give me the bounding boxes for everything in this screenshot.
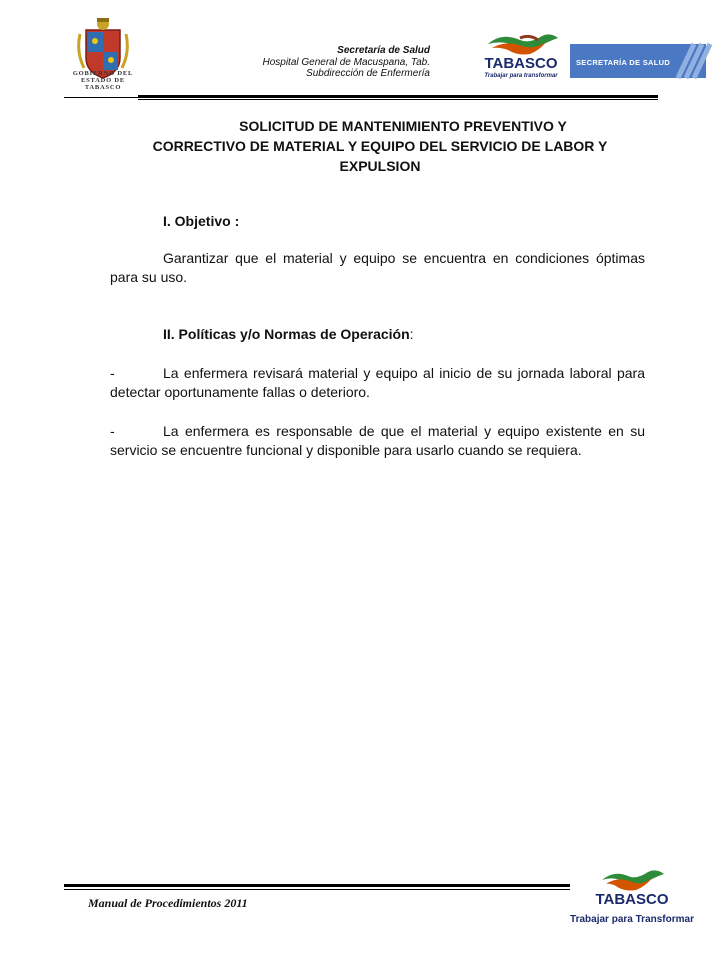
politica-text: La enfermera revisará material y equipo al inicio de su jornada laboral para detectar oportunamente fallas o deterioro. — [110, 365, 645, 400]
bullet: - — [110, 365, 115, 381]
secretaria-salud-logo — [570, 44, 706, 78]
politica-item — [110, 364, 645, 402]
politica-text: La enfermera es responsable de que el material y equipo existente en su servicio se encuentre funcional y disponible para usarlo cuando se requiera. — [110, 423, 645, 458]
header-text-block — [262, 45, 430, 80]
secretaria-salud-logo-text: SECRETARÍA DE SALUD — [576, 58, 671, 67]
header-rule — [64, 97, 138, 98]
stripes-icon — [672, 44, 706, 78]
crest-caption-line: GOBIERNO DEL — [72, 70, 134, 77]
politicas-heading-colon: : — [409, 326, 414, 342]
crest-caption-line: ESTADO DE — [80, 77, 126, 84]
section-heading-politicas — [163, 326, 414, 342]
tabasco-logo-word: TABASCO — [484, 55, 558, 72]
footer-manual-text: Manual de Procedimientos 2011 — [88, 896, 248, 910]
footer-logo-slogan: Trabajar para Transformar — [570, 914, 694, 925]
header-rule — [138, 95, 658, 98]
crest-caption-line: TABASCO — [84, 84, 122, 91]
footer-rule — [64, 889, 570, 890]
bullet: - — [110, 423, 115, 439]
title-line: SOLICITUD DE MANTENIMIENTO PREVENTIVO Y — [239, 118, 567, 134]
header-line-subdireccion: Subdirección de Enfermería — [306, 68, 430, 79]
objetivo-text: Garantizar que el material y equipo se encuentra en condiciones óptimas para su uso. — [110, 250, 645, 285]
objetivo-paragraph — [110, 249, 645, 287]
header-rule — [138, 99, 658, 100]
politica-item — [110, 422, 645, 460]
footer-rule — [64, 884, 570, 887]
politicas-heading-text: II. Políticas y/o Normas de Operación — [163, 326, 410, 342]
document-title — [100, 116, 660, 176]
header-line-secretaria: Secretaría de Salud — [337, 45, 430, 56]
tabasco-logo-slogan: Trabajar para transformar — [484, 73, 558, 79]
tabasco-logo — [480, 30, 562, 80]
section-heading-objetivo: I. Objetivo : — [163, 213, 240, 229]
footer-logo-word: TABASCO — [595, 891, 669, 908]
title-line: EXPULSION — [339, 158, 421, 174]
crest-caption — [64, 70, 142, 91]
footer-tabasco-logo — [570, 866, 694, 936]
title-line: CORRECTIVO DE MATERIAL Y EQUIPO DEL SERVICIO DE LABOR Y — [152, 138, 608, 154]
header-line-hospital: Hospital General de Macuspana, Tab. — [262, 56, 430, 68]
